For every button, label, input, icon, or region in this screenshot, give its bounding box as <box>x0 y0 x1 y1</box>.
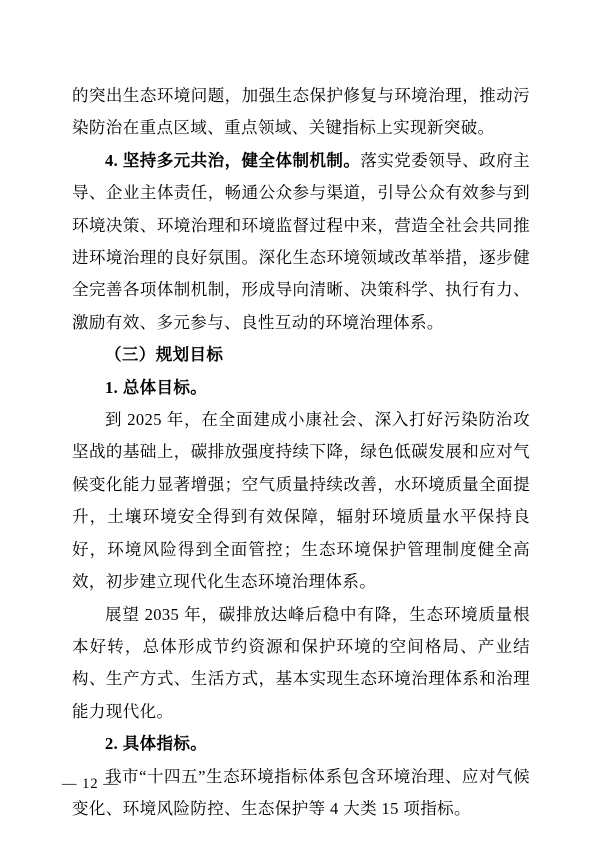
section-heading-planning-goals: （三）规划目标 <box>105 345 224 365</box>
document-page <box>72 80 530 825</box>
paragraph-2035-outlook: 展望 2035 年，碳排放达峰后稳中有降，生态环境质量根本好转，总体形成节约资源和保护环境的空间格局、产业结构、生产方式、生活方式，基本实现生态环境治理体系和治理能力现代化。 <box>72 604 530 721</box>
page-number: — 12 — <box>62 776 119 792</box>
paragraph-bold-lead: 4. 坚持多元共治，健全体制机制。 <box>105 150 361 170</box>
paragraph-multi-governance <box>72 145 530 339</box>
sub-heading-specific-indicators: 2. 具体指标。 <box>105 734 208 754</box>
sub-heading-overall-goal: 1. 总体目标。 <box>105 377 208 397</box>
paragraph-body-text: 落实党委领导、政府主导、企业主体责任，畅通公众参与渠道，引导公众有效参与到环境决策、环境治理和环境监督过程中来，营造全社会共同推进环境治理的良好氛围。深化生态环境领域改革举措，逐步健全完善各项体制机制，形成导向清晰、决策科学、执行有力、激励有效、多元参与、良性互动的环境治理体系。 <box>72 150 530 332</box>
paragraph-continuation: 的突出生态环境问题，加强生态保护修复与环境治理，推动污染防治在重点区域、重点领域、关键指标上实现新突破。 <box>72 86 530 138</box>
paragraph-2025-goal: 到 2025 年，在全面建成小康社会、深入打好污染防治攻坚战的基础上，碳排放强度持续下降，绿色低碳发展和应对气候变化能力显著增强；空气质量持续改善，水环境质量全面提升，土壤环境安全得到有效保障，辐射环境质量水平保持良好，环境风险得到全面管控；生态环境保护管理制度健全高效，初步建立现代化生态环境治理体系。 <box>72 410 530 592</box>
paragraph-indicator-system: 我市“十四五”生态环境指标体系包含环境治理、应对气候变化、环境风险防控、生态保护等 4 大类 15 项指标。 <box>72 766 530 818</box>
